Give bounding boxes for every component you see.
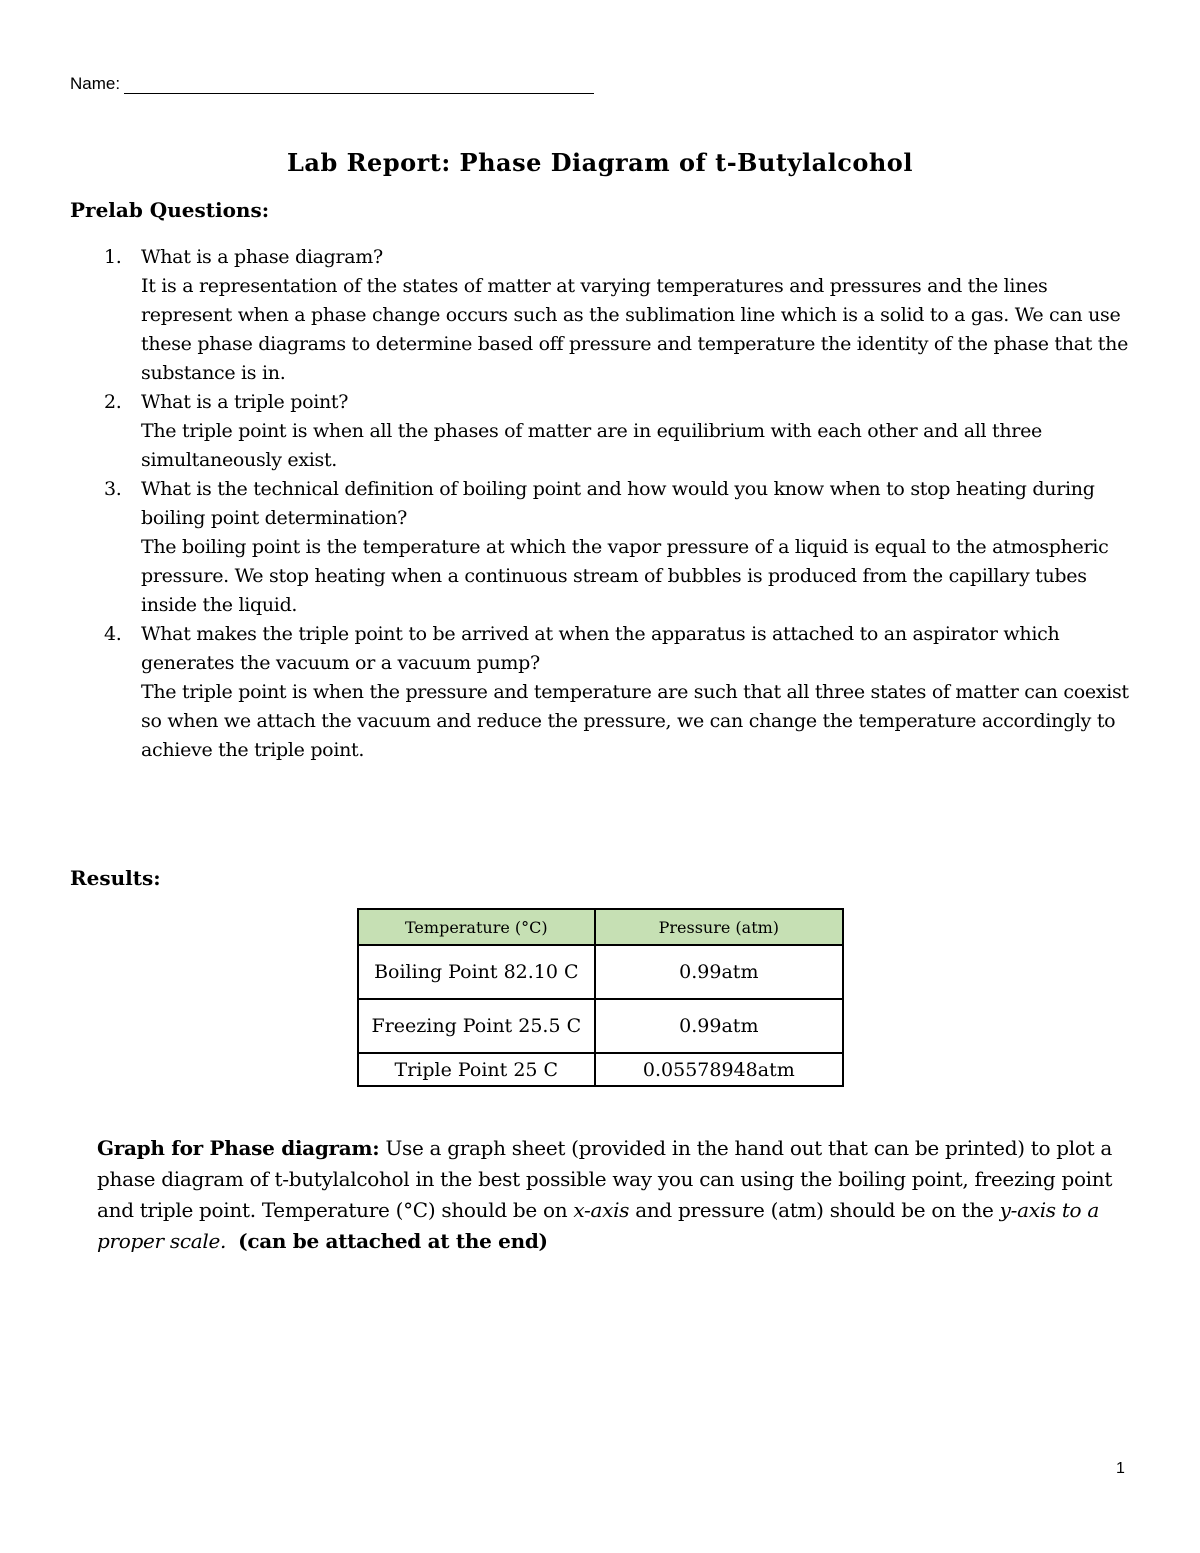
question-answer: The triple point is when all the phases of matter are in equilibrium with each other and all three simultaneously exist. [141,420,1042,471]
question-number: 4. [104,623,122,645]
graph-x-axis: x-axis [573,1198,630,1222]
question-number: 1. [104,246,122,268]
column-header-temperature: Temperature (°C) [358,909,595,945]
question-number: 3. [104,478,122,500]
prelab-question-item [104,620,1134,765]
page-number: 1 [1116,1460,1125,1477]
name-label: Name: [70,74,121,93]
graph-heading: Graph for Phase diagram: [97,1136,380,1160]
graph-text-part-2: and pressure (atm) should be on the [635,1198,994,1222]
question-answer: The boiling point is the temperature at which the vapor pressure of a liquid is equal to the atmospheric pressure. We stop heating when a continuous stream of bubbles is produced from the capillary tubes inside the liquid. [141,536,1109,616]
prelab-question-item [104,243,1134,388]
page-title: Lab Report: Phase Diagram of t-Butylalcohol [287,148,913,177]
question-number: 2. [104,391,122,413]
prelab-heading: Prelab Questions: [70,198,270,222]
question-answer: It is a representation of the states of matter at varying temperatures and pressures and the lines represent when a phase change occurs such as the sublimation line which is a solid to a gas. We can use these phase diagrams to determine based off pressure and temperature the identity of the phase that the substance is in. [141,275,1129,384]
graph-instructions [97,1133,1127,1257]
prelab-question-item [104,388,1134,475]
prelab-question-list [104,243,1134,765]
pressure-cell: 0.05578948atm [595,1053,843,1086]
temperature-cell: Boiling Point 82.10 C [358,945,595,999]
pressure-cell: 0.99atm [595,999,843,1053]
graph-attach-note: (can be attached at the end) [238,1229,548,1253]
temperature-cell: Triple Point 25 C [358,1053,595,1086]
question-text: What is a triple point? [141,391,349,413]
table-row [358,945,843,999]
results-table [357,908,844,1087]
column-header-pressure: Pressure (atm) [595,909,843,945]
question-text: What is the technical definition of boiling point and how would you know when to stop heating during boiling point determination? [141,478,1095,529]
results-heading: Results: [70,866,161,890]
temperature-cell: Freezing Point 25.5 C [358,999,595,1053]
table-row [358,1053,843,1086]
name-blank-line [124,75,594,94]
graph-y-axis-scale: y-axis to a proper scale. [97,1198,1099,1253]
graph-text-part-1: Use a graph sheet (provided in the hand out that can be printed) to plot a phase diagram of t-butylalcohol in the best possible way you can using the boiling point, freezing point and triple point. Temperature (°C) should be on [97,1136,1113,1222]
prelab-question-item [104,475,1134,620]
pressure-cell: 0.99atm [595,945,843,999]
question-answer: The triple point is when the pressure and temperature are such that all three states of matter can coexist so when we attach the vacuum and reduce the pressure, we can change the temperature accordingly to achieve the triple point. [141,681,1129,761]
name-field-row [70,74,594,94]
table-header-row [358,909,843,945]
question-text: What is a phase diagram? [141,246,383,268]
table-row [358,999,843,1053]
question-text: What makes the triple point to be arrived at when the apparatus is attached to an aspirator which generates the vacuum or a vacuum pump? [141,623,1060,674]
